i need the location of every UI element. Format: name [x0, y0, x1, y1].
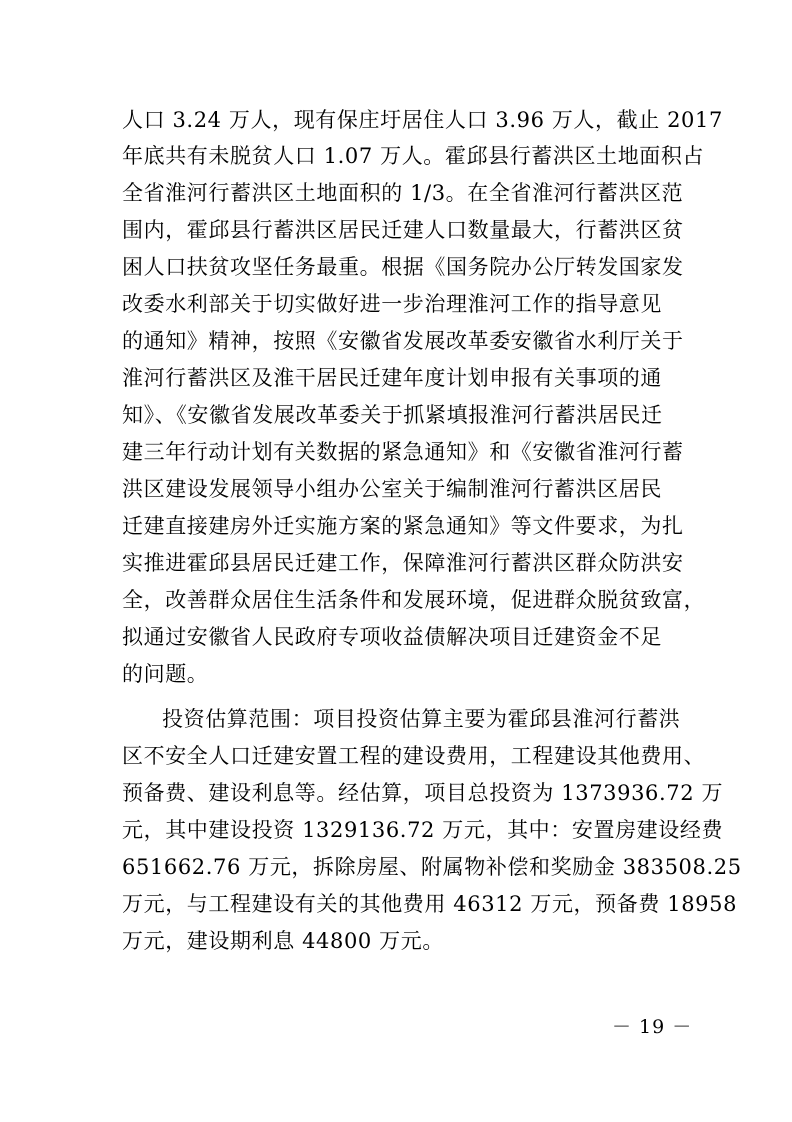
- text-line: 建三年行动计划有关数据的紧急通知》和《安徽省淮河行蓄: [122, 440, 684, 464]
- text-line: 知》、《安徽省发展改革委关于抓紧填报淮河行蓄洪居民迁: [122, 403, 663, 427]
- text-line: 元，其中建设投资 1329136.72 万元，其中：安置房建设经费: [122, 818, 724, 842]
- text-line: 淮河行蓄洪区及淮干居民迁建年度计划申报有关事项的通: [122, 366, 662, 390]
- text-line: 围内，霍邱县行蓄洪区居民迁建人口数量最大，行蓄洪区贫: [122, 218, 684, 242]
- text-line: 困人口扶贫攻坚任务最重。根据《国务院办公厅转发国家发: [122, 255, 684, 279]
- text-line: 万元，与工程建设有关的其他费用 46312 万元，预备费 18958: [122, 892, 738, 916]
- text-line: 的问题。: [122, 662, 209, 686]
- text-line: 实推进霍邱县居民迁建工作，保障淮河行蓄洪区群众防洪安: [122, 551, 684, 575]
- text-line: 的通知》精神，按照《安徽省发展改革委安徽省水利厅关于: [122, 329, 684, 353]
- text-line: 洪区建设发展领导小组办公室关于编制淮河行蓄洪区居民: [122, 477, 662, 501]
- text-line: 改委水利部关于切实做好进一步治理淮河工作的指导意见: [122, 292, 662, 316]
- text-line: 全省淮河行蓄洪区土地面积的 1/3。在全省淮河行蓄洪区范: [122, 181, 684, 205]
- text-line: 年底共有未脱贫人口 1.07 万人。霍邱县行蓄洪区土地面积占: [122, 144, 705, 168]
- text-line: 区不安全人口迁建安置工程的建设费用，工程建设其他费用、: [122, 744, 706, 768]
- paragraph-start-line: 投资估算范围：项目投资估算主要为霍邱县淮河行蓄洪: [162, 707, 681, 731]
- text-line: 拟通过安徽省人民政府专项收益债解决项目迁建资金不足: [122, 625, 662, 649]
- text-line: 651662.76 万元，拆除房屋、附属物补偿和奖励金 383508.25: [122, 855, 742, 879]
- page-number: － 19 －: [612, 1016, 693, 1038]
- text-line: 人口 3.24 万人，现有保庄圩居住人口 3.96 万人，截止 2017: [122, 108, 723, 132]
- text-line: 迁建直接建房外迁实施方案的紧急通知》等文件要求，为扎: [122, 514, 684, 538]
- text-line: 全，改善群众居住生活条件和发展环境，促进群众脱贫致富，: [122, 588, 706, 612]
- text-line: 预备费、建设利息等。经估算，项目总投资为 1373936.72 万: [122, 781, 724, 805]
- text-line: 万元，建设期利息 44800 万元。: [122, 929, 444, 953]
